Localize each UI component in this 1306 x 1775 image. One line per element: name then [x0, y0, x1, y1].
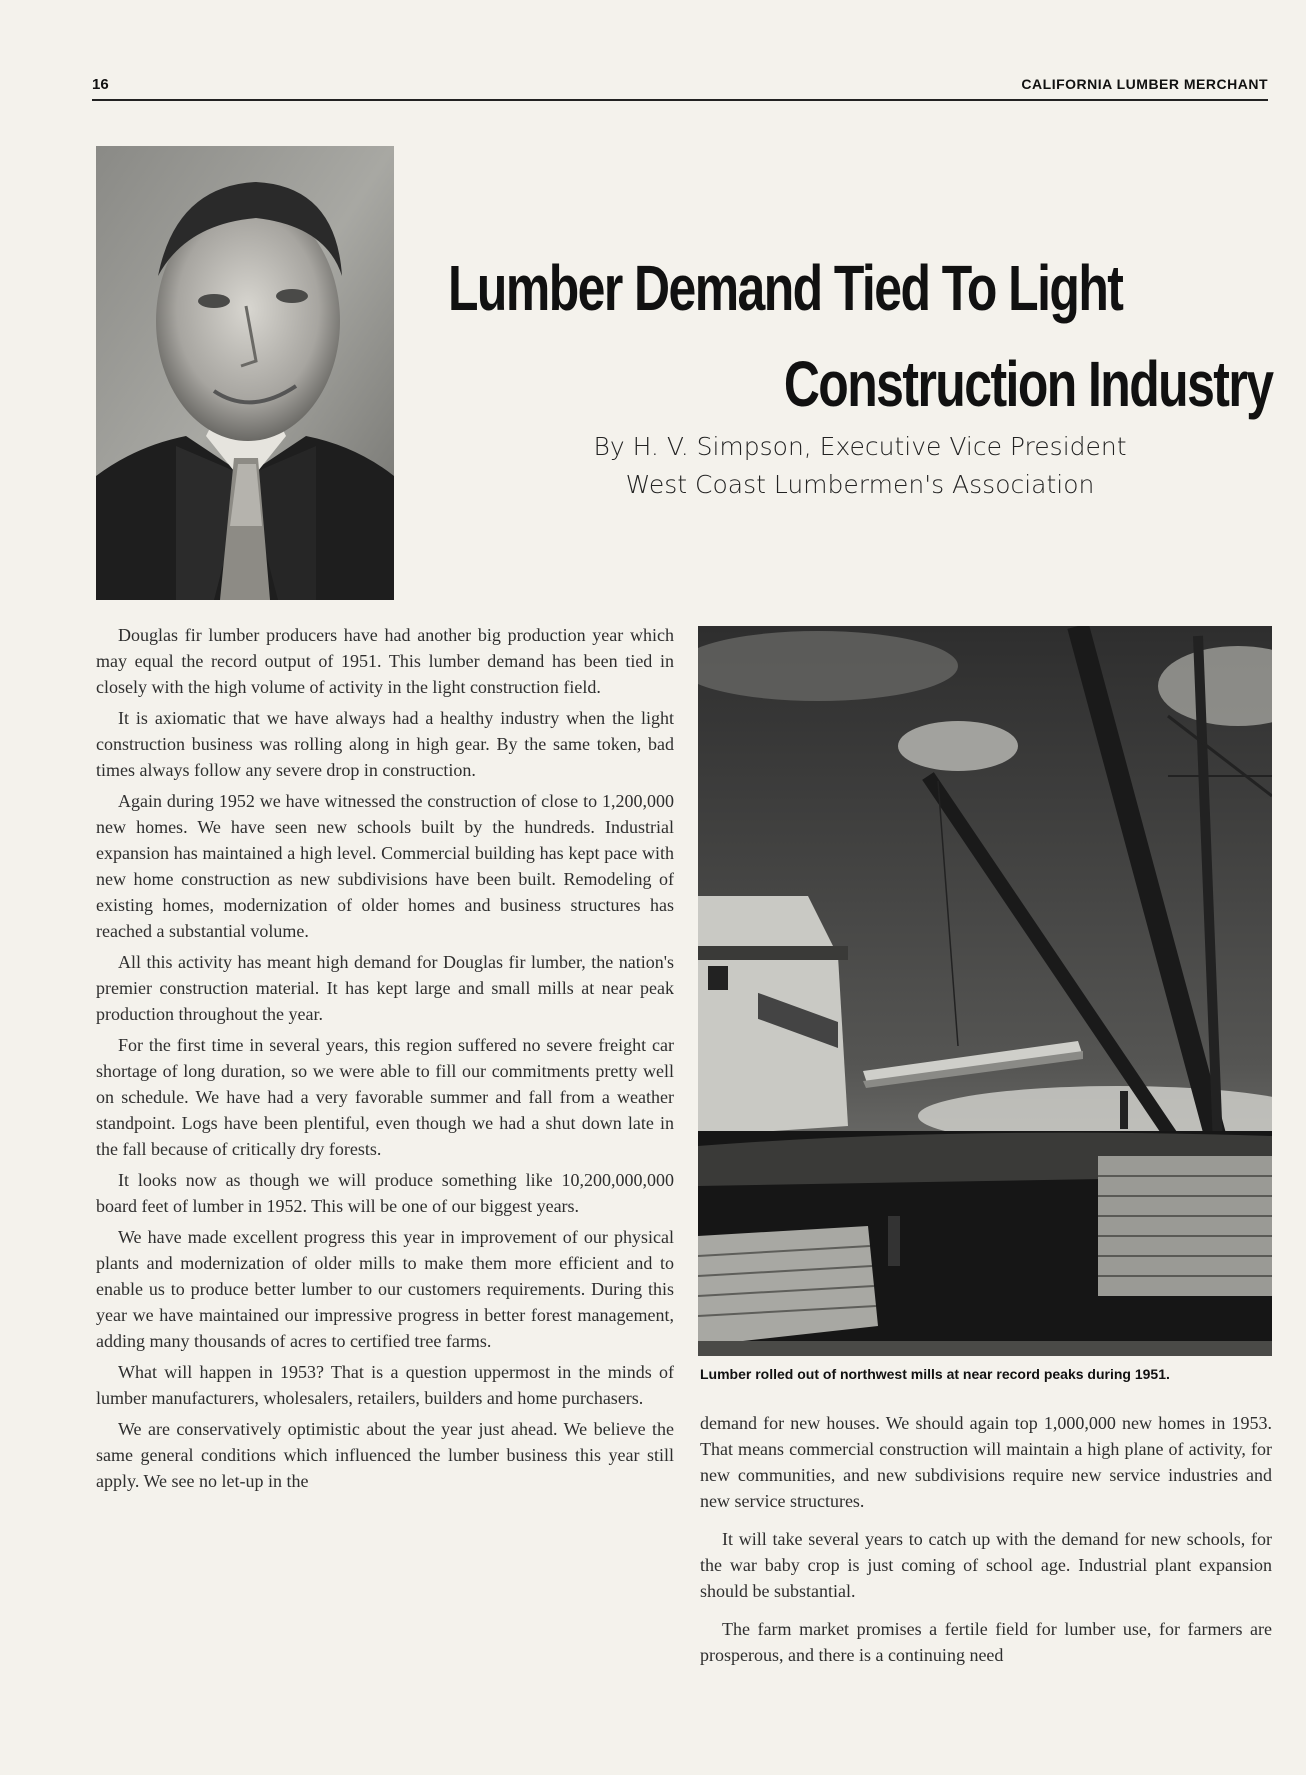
magazine-title: CALIFORNIA LUMBER MERCHANT: [1021, 76, 1268, 92]
byline-organization: West Coast Lumbermen's Association: [625, 470, 1095, 499]
article-title-line1: Lumber Demand Tied To Light: [448, 252, 1123, 324]
page-header: [92, 72, 1268, 102]
body-paragraph: Again during 1952 we have witnessed the construction of close to 1,200,000 new homes. We have seen new schools built by the hundreds. Industrial expansion has maintained a high level. Commercial building has kept pace with new home construction as new subdivisions have been built. Remodeling of existing homes, modernization of older homes and business structures has reached a substantial volume.: [96, 791, 674, 941]
header-rule: [92, 99, 1268, 101]
photo-caption: Lumber rolled out of northwest mills at near record peaks during 1951.: [700, 1366, 1170, 1382]
author-portrait-photo: [96, 146, 394, 600]
article-byline: [560, 428, 1160, 504]
body-paragraph: demand for new houses. We should again top 1,000,000 new homes in 1953. That means commercial construction will maintain a high plane of activity, for new communities, and new subdivisions require new service industries and new service structures.: [700, 1413, 1272, 1511]
body-paragraph: The farm market promises a fertile field for lumber use, for farmers are prosperous, and there is a continuing need: [700, 1619, 1272, 1665]
body-paragraph: It is axiomatic that we have always had a healthy industry when the light construction business was rolling along in high gear. By the same token, bad times always follow any severe drop in construction.: [96, 708, 674, 780]
body-paragraph: For the first time in several years, this region suffered no severe freight car shortage of long duration, so we were able to fill our commitments pretty well on schedule. We have had a very favorable summer and fall from a weather standpoint. Logs have been plentiful, even though we had a shut down late in the fall because of critically dry forests.: [96, 1035, 674, 1159]
lumber-ship-loading-photo: [698, 626, 1272, 1356]
byline-author: By H. V. Simpson, Executive Vice President: [593, 432, 1127, 461]
body-paragraph: It will take several years to catch up with the demand for new schools, for the war baby crop is just coming of school age. Industrial plant expansion should be substantial.: [700, 1529, 1272, 1601]
article-body-right-column: [700, 1410, 1272, 1680]
page-number: 16: [92, 76, 109, 93]
body-paragraph: All this activity has meant high demand for Douglas fir lumber, the nation's premier construction material. It has kept large and small mills at near peak production throughout the year.: [96, 952, 674, 1024]
body-paragraph: We have made excellent progress this year in improvement of our physical plants and modernization of older mills to make them more efficient and to enable us to produce better lumber to our customers requirements. During this year we have maintained our impressive progress in better forest management, adding many thousands of acres to certified tree farms.: [96, 1227, 674, 1351]
body-paragraph: What will happen in 1953? That is a question uppermost in the minds of lumber manufacturers, wholesalers, retailers, builders and home purchasers.: [96, 1362, 674, 1408]
article-title-line2: Construction Industry: [783, 348, 1272, 420]
article-body-left-column: [96, 622, 674, 1499]
body-paragraph: Douglas fir lumber producers have had another big production year which may equal the record output of 1951. This lumber demand has been tied in closely with the high volume of activity in the light construction field.: [96, 625, 674, 697]
body-paragraph: We are conservatively optimistic about the year just ahead. We believe the same general conditions which influenced the lumber business this year still apply. We see no let-up in the: [96, 1419, 674, 1491]
body-paragraph: It looks now as though we will produce something like 10,200,000,000 board feet of lumber in 1952. This will be one of our biggest years.: [96, 1170, 674, 1216]
